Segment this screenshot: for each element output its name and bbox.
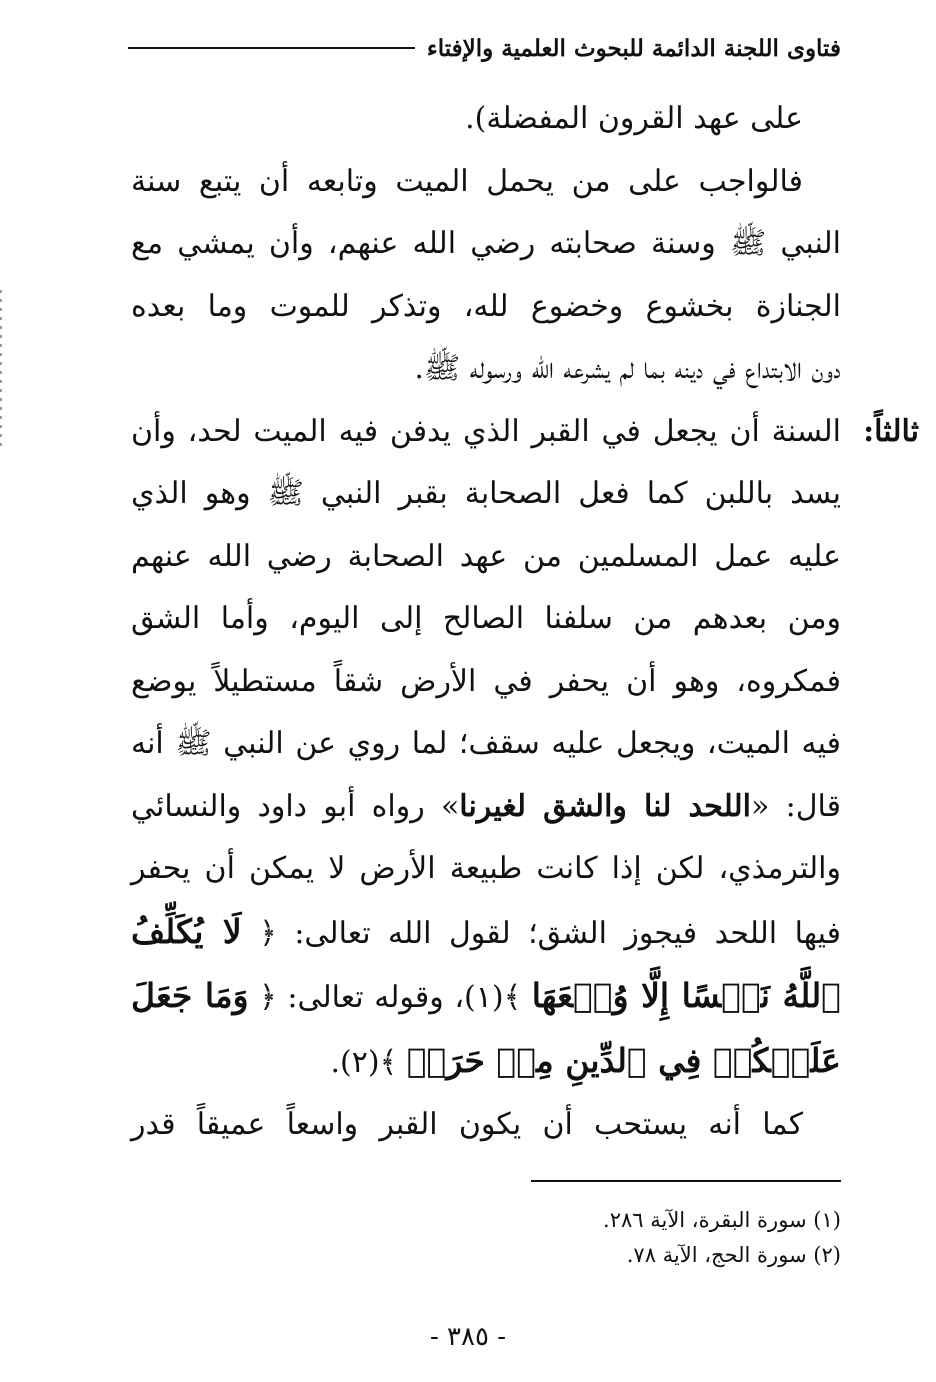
running-header (128, 28, 841, 68)
footnote-2: (٢) سورة الحج، الآية ٧٨. (626, 1243, 841, 1267)
text-line-content: السنة أن يجعل في القبر الذي يدفن فيه الميت لحد، وأن (131, 413, 841, 449)
footnote-rule (531, 1180, 841, 1182)
quran-verse: وَمَا جَعَلَ (131, 976, 249, 1015)
text-line: النبي ﷺ وسنة صحابته رضي الله عنهم، وأن يمشي مع (131, 226, 841, 261)
text-line: دون الابتداع في دينه بما لم يشرعه الله ورسوله ﷺ. (414, 351, 841, 386)
text-line (131, 1030, 841, 1095)
verse-intro: فيها اللحد فيجوز الشق؛ لقول الله تعالى: ﴿ (241, 915, 841, 951)
text-line: الجنازة بخشوع وخضوع لله، وتذكر للموت وما بعده (131, 288, 841, 324)
quran-verse: لَا يُكَلِّفُ (131, 911, 242, 951)
text-line: فيه الميت، ويجعل عليه سقف؛ لما روي عن النبي ﷺ أنه (131, 726, 841, 761)
header-title: فتاوى اللجنة الدائمة للبحوث العلمية والإفتاء (426, 34, 841, 62)
text-line: فالواجب على من يحمل الميت وتابعه أن يتبع سنة (131, 163, 803, 199)
text-line: ومن بعدهم من سلفنا الصالح إلى اليوم، وأما الشق (131, 601, 841, 636)
scan-edge-mark (0, 290, 2, 450)
text-line: يسد باللبن كما فعل الصحابة بقبر النبي ﷺ وهو الذي (131, 476, 841, 511)
text-line (131, 401, 919, 464)
text-line: عليه عمل المسلمين من عهد الصحابة رضي الله عنهم (131, 538, 841, 574)
text-line (131, 965, 841, 1030)
text-line: فمكروه، وهو أن يحفر في الأرض شقاً مستطيلاً يوضع (131, 663, 841, 699)
quran-verse: عَلَيۡكُمۡ فِي ٱلدِّينِ مِنۡ حَرَجٖ (406, 1040, 841, 1080)
section-label: ثالثاً: (863, 413, 919, 449)
text-line (131, 776, 841, 839)
verse-close: ﴾(٢). (330, 1044, 407, 1080)
quran-verse: ٱللَّهُ نَفۡسًا إِلَّا وُسۡعَهَا (531, 976, 841, 1015)
text-line: والترمذي، لكن إذا كانت طبيعة الأرض لا يمكن أن يحفر (131, 851, 841, 886)
body-text (131, 88, 919, 1157)
verse-connector: ﴾(١)، وقوله تعالى: ﴿ (248, 980, 532, 1015)
footnote-1: (١) سورة البقرة، الآية ٢٨٦. (603, 1208, 841, 1232)
footnotes (131, 1203, 841, 1273)
hadith-close: » رواه أبو داود والنسائي (131, 788, 460, 824)
hadith-open: قال: « (751, 788, 842, 824)
text-line: كما أنه يستحب أن يكون القبر واسعاً عميقاً قدر (131, 1107, 803, 1142)
header-rule (128, 47, 415, 49)
text-line (131, 901, 841, 966)
page-number: - ٣٨٥ - (429, 1322, 507, 1352)
hadith-quote: اللحد لنا والشق لغيرنا (459, 788, 752, 824)
text-line: على عهد القرون المفضلة). (465, 101, 803, 136)
